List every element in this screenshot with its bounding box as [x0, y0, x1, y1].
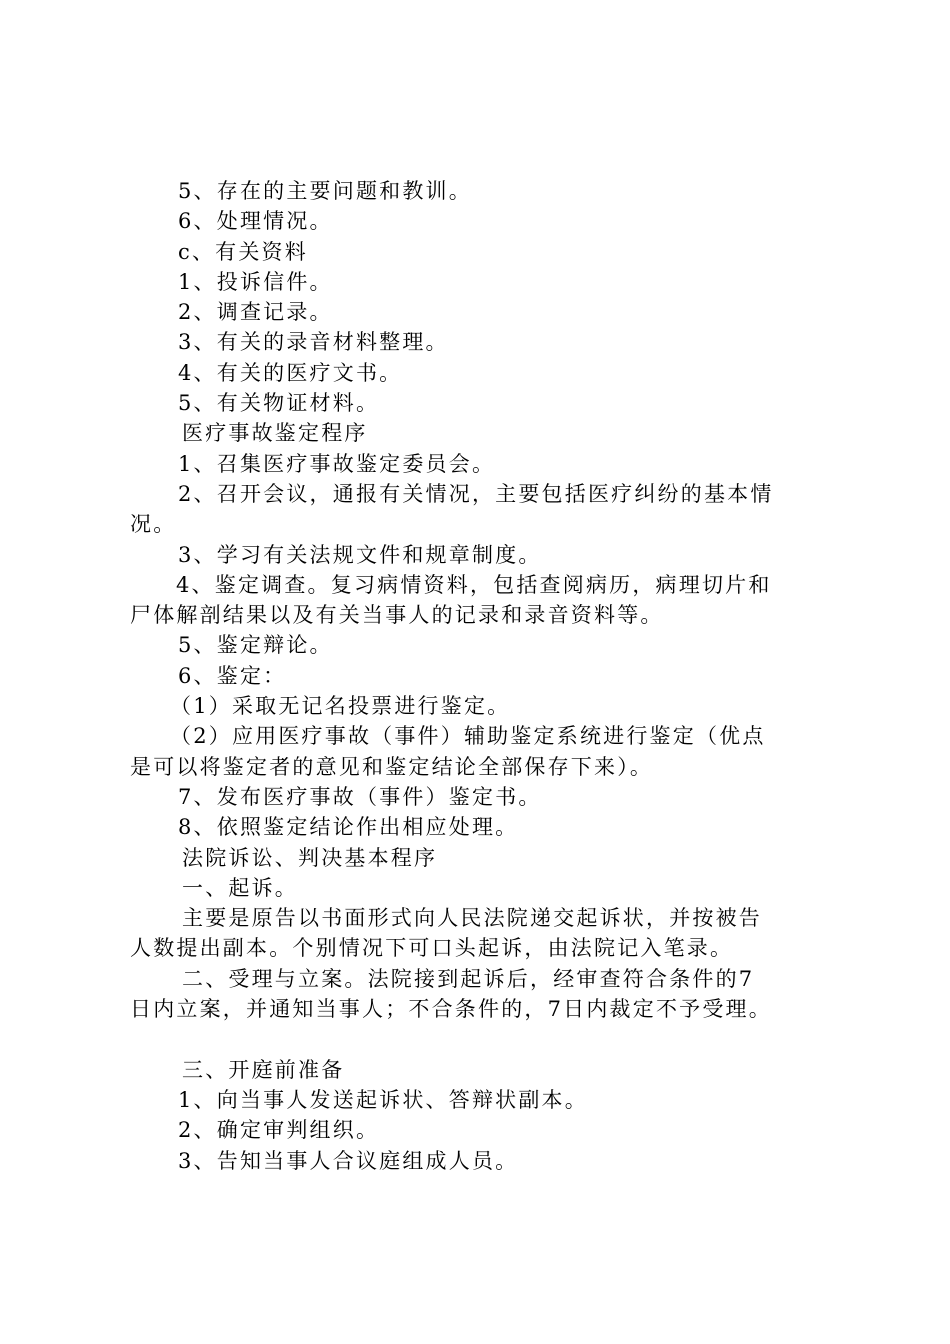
section-heading: c、有关资料	[178, 239, 308, 264]
text-line: 4、鉴定调查。复习病情资料，包括查阅病历，病理切片和	[176, 572, 772, 597]
text-line: 人数提出副本。个别情况下可口头起诉，由法院记入笔录。	[130, 936, 734, 961]
text-line: 况。	[130, 512, 177, 537]
blank-line	[130, 1024, 840, 1054]
text-line: 1、向当事人发送起诉状、答辩状副本。	[178, 1087, 588, 1112]
text-line: （1）采取无记名投票进行鉴定。	[170, 694, 511, 719]
text-line: 5、存在的主要问题和教训。	[178, 179, 472, 203]
text-line: 是可以将鉴定者的意见和鉴定结论全部保存下来）。	[130, 754, 654, 779]
text-line: 一、起诉。	[182, 875, 298, 900]
text-line: 主要是原告以书面形式向人民法院递交起诉状，并按被告	[182, 906, 762, 931]
text-line: 尸体解剖结果以及有关当事人的记录和录音资料等。	[130, 603, 664, 628]
section-heading: 三、开庭前准备	[182, 1057, 345, 1082]
text-line: 二、受理与立案。法院接到起诉后，经审查符合条件的7	[182, 966, 755, 991]
text-line: 3、告知当事人合议庭组成人员。	[178, 1148, 519, 1173]
text-line: 4、有关的医疗文书。	[178, 360, 403, 385]
text-line: 1、召集医疗事故鉴定委员会。	[178, 451, 496, 476]
text-line: 7、发布医疗事故（事件）鉴定书。	[178, 784, 542, 809]
text-line: 6、鉴定：	[178, 663, 287, 688]
section-heading: 医疗事故鉴定程序	[182, 421, 368, 446]
text-line: 2、调查记录。	[178, 300, 333, 325]
text-line: 1、投诉信件。	[178, 269, 333, 294]
text-line: （2）应用医疗事故（事件）辅助鉴定系统进行鉴定（优点	[170, 724, 766, 749]
text-line: 日内立案，并通知当事人；不合条件的，7日内裁定不予受理。	[130, 997, 772, 1022]
text-line: 5、鉴定辩论。	[178, 633, 333, 658]
text-line: 3、有关的录音材料整理。	[178, 330, 449, 355]
text-line: 5、有关物证材料。	[178, 391, 380, 416]
text-line: 2、召开会议，通报有关情况，主要包括医疗纠纷的基本情	[178, 481, 774, 506]
text-line: 3、学习有关法规文件和规章制度。	[178, 542, 542, 567]
document-body	[130, 176, 840, 1176]
text-line: 6、处理情况。	[178, 209, 333, 234]
text-line: 8、依照鉴定结论作出相应处理。	[178, 815, 519, 840]
section-heading: 法院诉讼、判决基本程序	[182, 845, 438, 870]
text-line: 2、确定审判组织。	[178, 1118, 380, 1143]
